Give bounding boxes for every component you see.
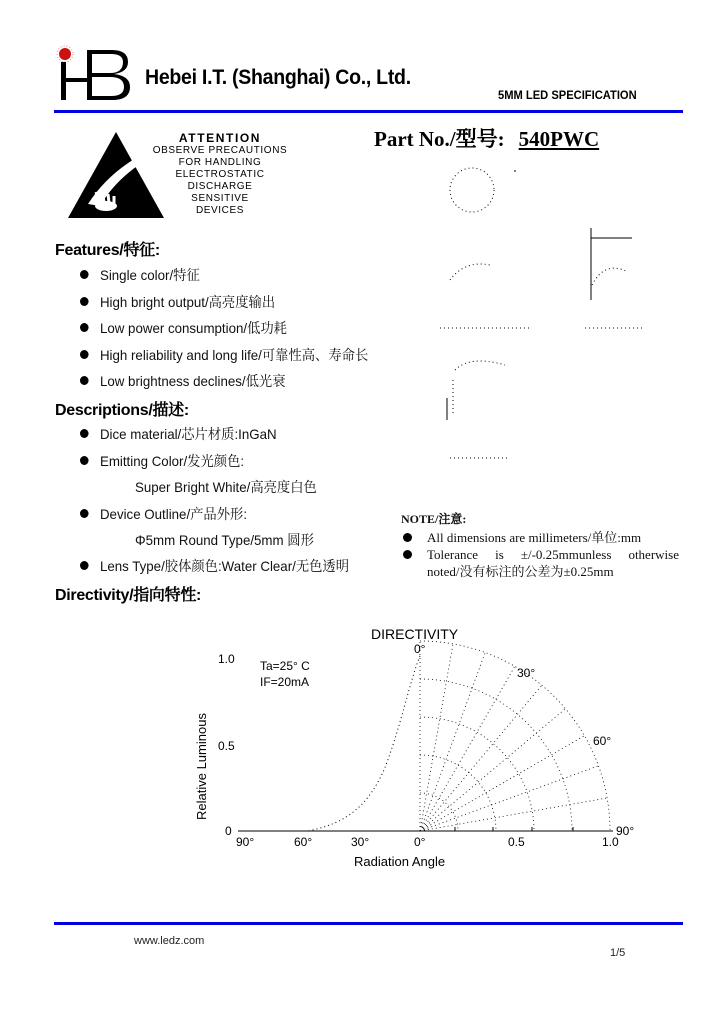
esd-line: OBSERVE PRECAUTIONS [152, 145, 288, 156]
polar-angle-label: 0° [414, 642, 426, 656]
outline-drawing [420, 160, 680, 500]
company-logo [54, 44, 134, 100]
part-number-label: Part No./型号: [374, 127, 505, 151]
feature-text: High reliability and long life/可靠性高、寿命长 [99, 347, 369, 363]
esd-line: ELECTROSTATIC [175, 169, 265, 180]
description-text: Device Outline/产品外形: [99, 506, 248, 522]
description-item [80, 424, 277, 444]
y-axis-label: Relative Luminous [194, 713, 209, 820]
company-name: Hebei I.T. (Shanghai) Co., Ltd. [145, 66, 411, 89]
description-subvalue: Super Bright White/高亮度白色 [135, 479, 317, 495]
note-text: All dimensions are millimeters/单位:mm [427, 530, 642, 545]
chart-title: DIRECTIVITY [371, 626, 459, 642]
bullet-icon [80, 429, 89, 438]
note-text: noted/没有标注的公差为±0.25mm [427, 564, 614, 579]
feature-text: Low power consumption/低功耗 [99, 320, 287, 336]
bullet-icon [80, 561, 89, 570]
chart-condition: IF=20mA [260, 675, 310, 689]
note-item-continued [401, 563, 679, 580]
footer-divider [54, 922, 683, 925]
feature-item [80, 345, 368, 365]
esd-title: ATTENTION [178, 131, 262, 145]
description-text: Dice material/芯片材质:InGaN [99, 426, 277, 442]
x-tick-label: 30° [351, 835, 370, 849]
feature-text: Single color/特征 [99, 267, 200, 283]
y-tick-label: 1.0 [218, 652, 235, 666]
description-text: Lens Type/胶体颜色:Water Clear/无色透明 [99, 558, 350, 574]
feature-text: Low brightness declines/低光衰 [99, 373, 286, 389]
esd-line: FOR HANDLING [178, 157, 262, 168]
esd-line: DEVICES [195, 205, 245, 216]
description-item [80, 504, 247, 524]
note-block [401, 510, 679, 580]
x-tick-label: 0° [414, 835, 426, 849]
bullet-icon [80, 456, 89, 465]
bullet-icon [80, 270, 89, 279]
directivity-heading: Directivity/指向特性: [55, 587, 202, 604]
description-subvalue: Φ5mm Round Type/5mm 圆形 [135, 532, 314, 548]
feature-item [80, 292, 275, 312]
bullet-icon [80, 297, 89, 306]
x-tick-label: 90° [236, 835, 255, 849]
note-heading: NOTE/注意: [401, 512, 467, 526]
directivity-curve [308, 656, 420, 831]
bullet-icon [80, 323, 89, 332]
feature-item [80, 265, 200, 285]
bullet-icon [403, 533, 412, 542]
description-item [80, 451, 244, 471]
bullet-icon [80, 350, 89, 359]
polar-angle-label: 30° [517, 666, 536, 680]
descriptions-heading: Descriptions/描述: [55, 402, 189, 419]
x-axis-label: Radiation Angle [354, 854, 446, 869]
header-divider [54, 110, 683, 113]
x-tick-label: 60° [294, 835, 313, 849]
esd-line: SENSITIVE [191, 193, 249, 204]
feature-item [80, 318, 287, 338]
chart-condition: Ta=25° C [260, 659, 310, 673]
logo-red-dot-icon [59, 48, 71, 60]
note-text: Tolerance is ±/-0.25mmunless otherwise [427, 547, 679, 562]
y-tick-label: 0 [225, 824, 232, 838]
feature-item [80, 371, 285, 391]
x-tick-label: 1.0 [602, 835, 619, 849]
directivity-chart [188, 620, 648, 875]
website-link[interactable]: www.ledz.com [134, 935, 205, 947]
bullet-icon [80, 509, 89, 518]
note-item [401, 529, 679, 546]
bullet-icon [403, 550, 412, 559]
feature-text: High bright output/高亮度输出 [99, 294, 276, 310]
esd-line: DISCHARGE [187, 181, 253, 192]
x-tick-label: 0.5 [508, 835, 525, 849]
polar-grid [420, 641, 610, 831]
document-type: 5MM LED SPECIFICATION [498, 88, 637, 102]
page-number: 1/5 [610, 947, 626, 959]
features-heading: Features/特征: [55, 242, 160, 259]
esd-attention-notice [150, 131, 290, 217]
y-tick-label: 0.5 [218, 739, 235, 753]
part-number-value: 540PWC [518, 127, 600, 151]
polar-angle-label: 60° [593, 734, 612, 748]
description-item [80, 556, 349, 576]
description-text: Emitting Color/发光颜色: [99, 453, 245, 469]
part-number [374, 123, 599, 153]
note-item [401, 546, 679, 563]
bullet-icon [80, 376, 89, 385]
polar-angle-label: 90° [616, 824, 635, 838]
